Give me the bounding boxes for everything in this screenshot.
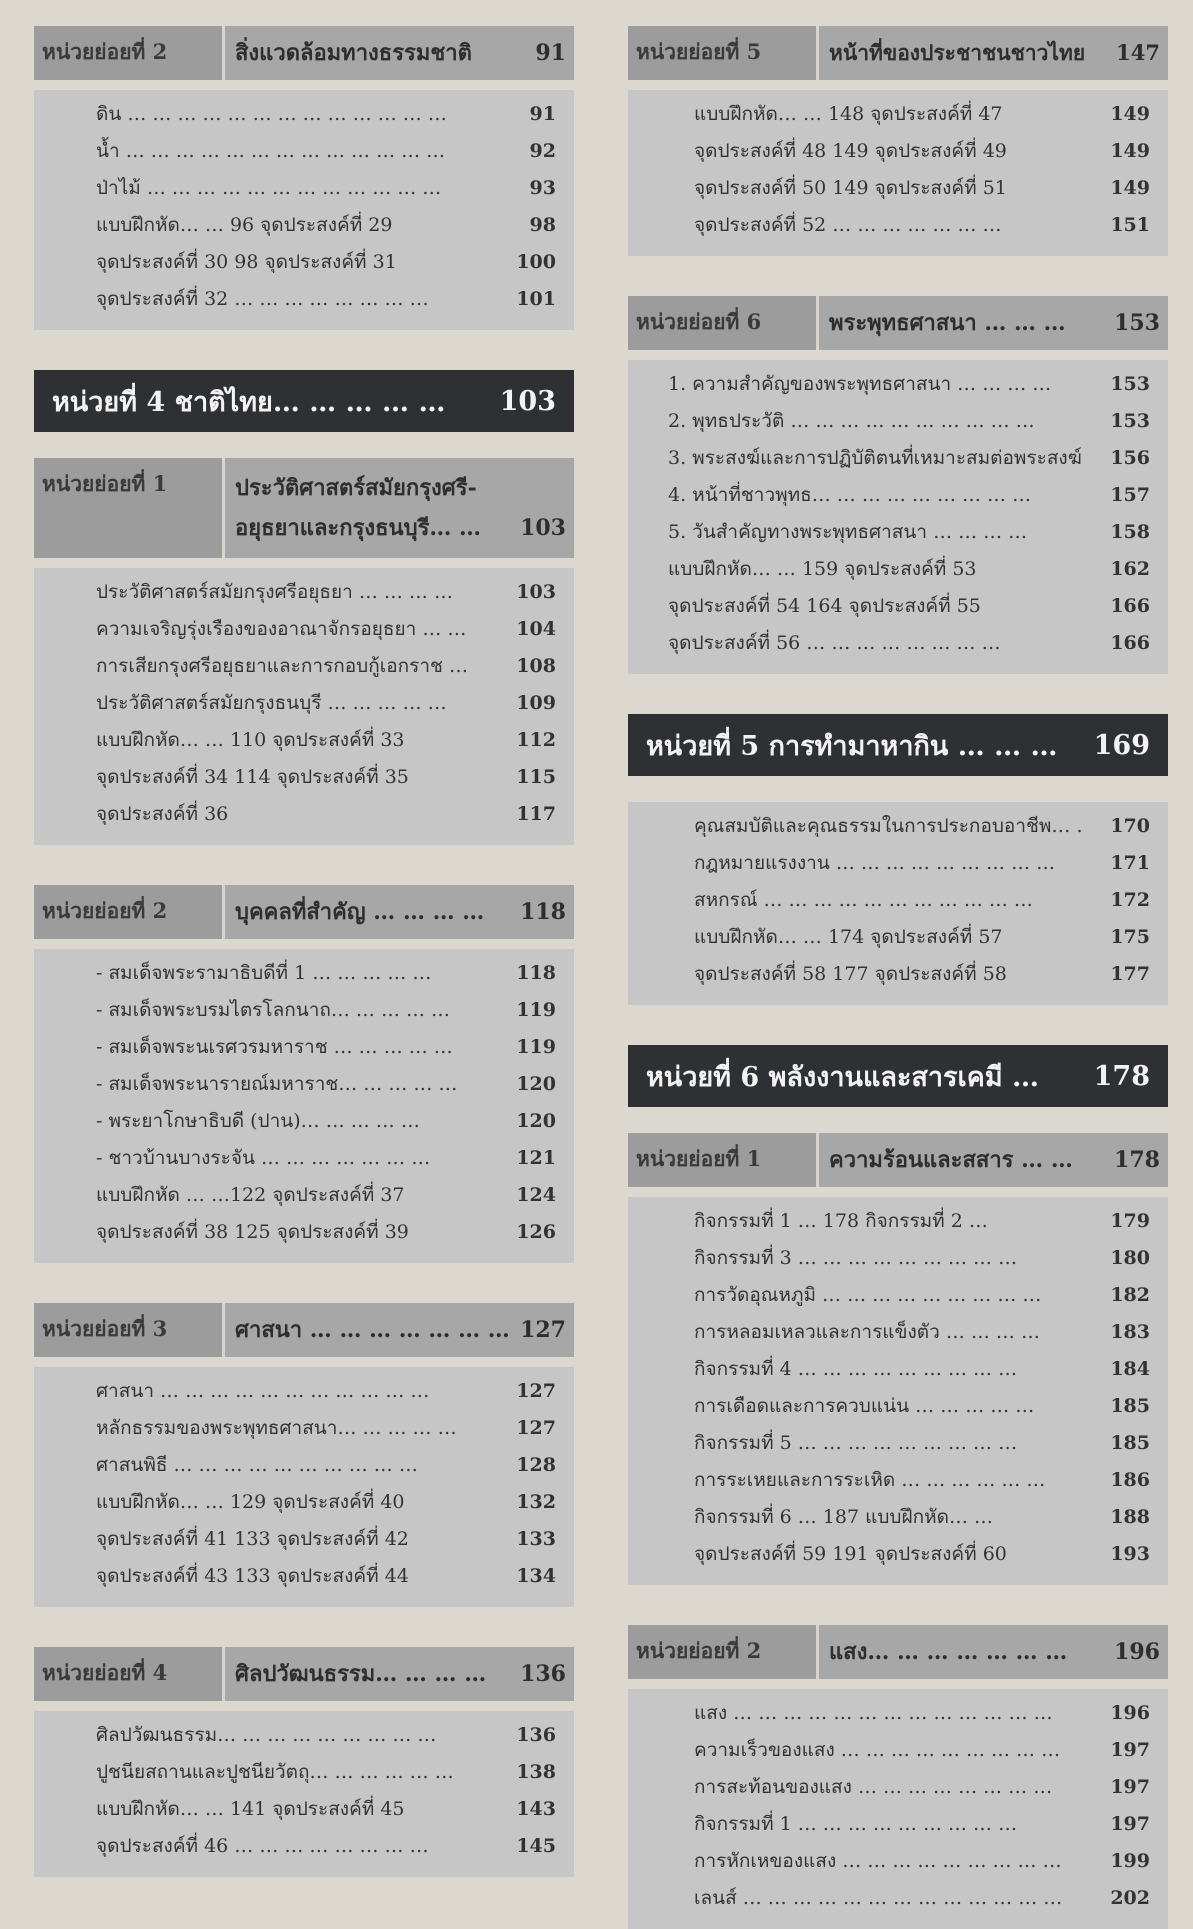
toc-entry	[96, 685, 556, 722]
unit-title: หน่วยที่ 5 การทำมาหากิน … … …	[646, 730, 1058, 762]
toc-entry-text: การสะท้อนของแสง … … … … … … … …	[694, 1776, 1053, 1798]
toc-entry-page: 179	[1110, 1210, 1150, 1232]
section-header	[628, 26, 1168, 80]
toc-entry-text: จุดประสงค์ที่ 50 149 จุดประสงค์ที่ 51	[694, 177, 1007, 199]
toc-entry-page: 162	[1110, 558, 1150, 580]
section-page: 91	[535, 40, 566, 66]
toc-entry-page: 91	[529, 103, 556, 125]
toc-entry-text: 1. ความสำคัญของพระพุทธศาสนา … … … …	[668, 373, 1052, 395]
toc-entry-page: 149	[1110, 140, 1150, 162]
section-header	[628, 296, 1168, 350]
toc-entry-text: แบบฝึกหัด … …122 จุดประสงค์ที่ 37	[96, 1184, 405, 1206]
toc-entry	[96, 1214, 556, 1251]
section-page: 153	[1114, 310, 1160, 336]
toc-entry-page: 185	[1110, 1432, 1150, 1454]
toc-entry-page: 112	[516, 729, 556, 751]
toc-entry	[668, 477, 1150, 514]
section-title	[819, 1625, 1168, 1679]
toc-entry-text: ศาสนา … … … … … … … … … … …	[96, 1380, 430, 1402]
section-page: 136	[520, 1661, 566, 1687]
unit-page: 178	[1093, 1060, 1150, 1092]
toc-entry-text: จุดประสงค์ที่ 43 133 จุดประสงค์ที่ 44	[96, 1565, 409, 1587]
toc-entry-page: 117	[516, 803, 556, 825]
toc-entry	[96, 96, 556, 133]
section-title	[225, 1647, 574, 1701]
toc-entry-text: ประวัติศาสตร์สมัยกรุงธนบุรี … … … … …	[96, 692, 447, 714]
toc-entry	[668, 551, 1150, 588]
toc-entry	[96, 1558, 556, 1595]
toc-entry	[694, 808, 1150, 845]
toc-entry	[694, 1499, 1150, 1536]
toc-entry	[96, 1828, 556, 1865]
section-title-line	[235, 508, 566, 548]
toc-entry-text: จุดประสงค์ที่ 52 … … … … … … …	[694, 214, 1002, 236]
section-title	[819, 296, 1168, 350]
toc-entry-page: 153	[1110, 373, 1150, 395]
toc-entries	[628, 802, 1168, 1005]
toc-entry-page: 119	[516, 999, 556, 1021]
toc-entry-text: - สมเด็จพระนารายณ์มหาราช… … … … …	[96, 1073, 458, 1095]
toc-entry-text: แบบฝึกหัด… … 148 จุดประสงค์ที่ 47	[694, 103, 1003, 125]
toc-entry	[668, 366, 1150, 403]
toc-entry-text: ศาสนพิธี … … … … … … … … … …	[96, 1454, 418, 1476]
section-title-text: อยุธยาและกรุงธนบุรี… …	[235, 515, 482, 541]
section-page: 103	[520, 515, 566, 541]
section-page: 178	[1114, 1147, 1160, 1173]
toc-entry-page: 184	[1110, 1358, 1150, 1380]
toc-entry	[96, 1484, 556, 1521]
toc-entry-page: 126	[516, 1221, 556, 1243]
section-title-line: ประวัติศาสตร์สมัยกรุงศรี-	[235, 475, 477, 501]
toc-entry-text: กิจกรรมที่ 5 … … … … … … … … …	[694, 1432, 1018, 1454]
toc-entry-page: 188	[1110, 1506, 1150, 1528]
toc-entry-text: ศิลปวัฒนธรรม… … … … … … … … …	[96, 1724, 437, 1746]
toc-entry-text: - สมเด็จพระบรมไตรโลกนาถ… … … … …	[96, 999, 451, 1021]
section-title-text: ศิลปวัฒนธรรม… … … …	[235, 1661, 487, 1687]
section-header	[34, 1647, 574, 1701]
toc-entry	[694, 1695, 1150, 1732]
toc-entry	[96, 992, 556, 1029]
toc-entry-page: 115	[516, 766, 556, 788]
toc-entry-page: 186	[1110, 1469, 1150, 1491]
toc-entry-page: 134	[516, 1565, 556, 1587]
toc-entry	[96, 1754, 556, 1791]
toc-entry	[96, 133, 556, 170]
toc-entry-page: 128	[516, 1454, 556, 1476]
toc-entries	[628, 90, 1168, 256]
toc-entry	[96, 796, 556, 833]
toc-entry-text: แบบฝึกหัด… … 129 จุดประสงค์ที่ 40	[96, 1491, 405, 1513]
toc-entry-text: กิจกรรมที่ 1 … … … … … … … … …	[694, 1813, 1018, 1835]
section-label: หน่วยย่อยที่ 5	[628, 26, 819, 80]
toc-entry-page: 136	[516, 1724, 556, 1746]
toc-entry-page: 197	[1110, 1813, 1150, 1835]
toc-entry	[694, 1536, 1150, 1573]
toc-entry-text: 4. หน้าที่ชาวพุทธ… … … … … … … … …	[668, 484, 1032, 506]
toc-entry-page: 138	[516, 1761, 556, 1783]
section-title-text: บุคคลที่สำคัญ … … … …	[235, 899, 485, 925]
toc-entry-text: การเสียกรุงศรีอยุธยาและการกอบกู้เอกราช …	[96, 655, 468, 677]
toc-entry-page: 202	[1110, 1887, 1150, 1909]
toc-entry	[694, 1425, 1150, 1462]
toc-entry-page: 127	[516, 1380, 556, 1402]
toc-entry	[96, 244, 556, 281]
toc-entry-page: 103	[516, 581, 556, 603]
toc-entry-text: จุดประสงค์ที่ 38 125 จุดประสงค์ที่ 39	[96, 1221, 409, 1243]
toc-entry-text: กิจกรรมที่ 4 … … … … … … … … …	[694, 1358, 1018, 1380]
toc-entry-page: 153	[1110, 410, 1150, 432]
toc-entry-text: ความเร็วของแสง … … … … … … … … …	[694, 1739, 1061, 1761]
toc-entry-text: แบบฝึกหัด… … 174 จุดประสงค์ที่ 57	[694, 926, 1003, 948]
section-header	[628, 1133, 1168, 1187]
section-title-text: หน้าที่ของประชาชนชาวไทย	[829, 40, 1086, 65]
toc-entry	[96, 648, 556, 685]
toc-entry-text: ดิน … … … … … … … … … … … … …	[96, 103, 447, 125]
toc-entry-page: 180	[1110, 1247, 1150, 1269]
toc-entry	[96, 1791, 556, 1828]
toc-entry-text: การหลอมเหลวและการแข็งตัว … … … …	[694, 1321, 1040, 1343]
section-title	[225, 1303, 574, 1357]
toc-entry-text: - ชาวบ้านบางระจัน … … … … … … …	[96, 1147, 431, 1169]
unit-header	[628, 1045, 1168, 1107]
section-header	[34, 1303, 574, 1357]
toc-entry	[96, 722, 556, 759]
toc-entry-page: 118	[516, 962, 556, 984]
toc-entry-text: ป่าไม้ … … … … … … … … … … … …	[96, 177, 442, 199]
toc-entry-page: 156	[1110, 447, 1150, 469]
toc-entry	[694, 1240, 1150, 1277]
unit-page: 103	[499, 385, 556, 417]
toc-entry	[96, 1717, 556, 1754]
toc-entry	[96, 1521, 556, 1558]
toc-entry	[96, 574, 556, 611]
toc-entry	[96, 759, 556, 796]
section-title	[225, 885, 574, 939]
toc-entry-text: เลนส์ … … … … … … … … … … … … …	[694, 1887, 1063, 1909]
toc-entries	[34, 949, 574, 1263]
toc-entry-page: 151	[1110, 214, 1150, 236]
unit-header	[628, 714, 1168, 776]
toc-entry	[96, 1103, 556, 1140]
toc-entry-page: 197	[1110, 1739, 1150, 1761]
toc-entry	[694, 170, 1150, 207]
toc-entry-text: จุดประสงค์ที่ 59 191 จุดประสงค์ที่ 60	[694, 1543, 1007, 1565]
toc-entry	[96, 1410, 556, 1447]
toc-entry-text: การวัดอุณหภูมิ … … … … … … … … …	[694, 1284, 1042, 1306]
toc-entry-page: 199	[1110, 1850, 1150, 1872]
toc-entry-text: ความเจริญรุ่งเรืองของอาณาจักรอยุธยา … …	[96, 618, 467, 640]
section-title	[819, 26, 1168, 80]
left-column	[34, 26, 574, 1877]
unit-title: หน่วยที่ 6 พลังงานและสารเคมี …	[646, 1061, 1040, 1093]
toc-entry-page: 124	[516, 1184, 556, 1206]
toc-entry-text: แบบฝึกหัด… … 141 จุดประสงค์ที่ 45	[96, 1798, 405, 1820]
toc-entry-page: 93	[529, 177, 556, 199]
toc-entry	[694, 1203, 1150, 1240]
toc-entry-text: 2. พุทธประวัติ … … … … … … … … … …	[668, 410, 1035, 432]
toc-entry	[694, 1843, 1150, 1880]
toc-entry	[96, 170, 556, 207]
toc-entry-text: ปูชนียสถานและปูชนียวัตถุ… … … … … …	[96, 1761, 454, 1783]
toc-entry	[96, 207, 556, 244]
toc-entry-page: 172	[1110, 889, 1150, 911]
toc-entry-page: 158	[1110, 521, 1150, 543]
section-title-text: ศาสนา … … … … … … …	[235, 1317, 510, 1343]
toc-entry-page: 171	[1110, 852, 1150, 874]
section-header	[34, 26, 574, 80]
toc-entry-page: 193	[1110, 1543, 1150, 1565]
toc-entry-page: 149	[1110, 103, 1150, 125]
toc-entry-text: จุดประสงค์ที่ 36	[96, 803, 229, 825]
toc-entry	[694, 1806, 1150, 1843]
section-title-text: แสง… … … … … … …	[829, 1639, 1068, 1665]
toc-entry-page: 98	[529, 214, 556, 236]
toc-entry-text: น้ำ … … … … … … … … … … … … …	[96, 140, 446, 162]
toc-entry-page: 132	[516, 1491, 556, 1513]
toc-entry	[694, 845, 1150, 882]
toc-entry	[694, 207, 1150, 244]
toc-entry-text: จุดประสงค์ที่ 58 177 จุดประสงค์ที่ 58	[694, 963, 1007, 985]
toc-entry	[694, 133, 1150, 170]
toc-entry-text: 5. วันสำคัญทางพระพุทธศาสนา … … … …	[668, 521, 1028, 543]
toc-entry	[96, 1447, 556, 1484]
toc-entry-page: 119	[516, 1036, 556, 1058]
unit-title: หน่วยที่ 4 ชาติไทย… … … … …	[52, 386, 446, 418]
toc-entry-page: 183	[1110, 1321, 1150, 1343]
toc-entries	[34, 1367, 574, 1607]
toc-entry-page: 133	[516, 1528, 556, 1550]
section-label: หน่วยย่อยที่ 4	[34, 1647, 225, 1701]
toc-entry-page: 92	[529, 140, 556, 162]
section-page: 127	[520, 1317, 566, 1343]
toc-entry-text: กิจกรรมที่ 3 … … … … … … … … …	[694, 1247, 1018, 1269]
toc-entry	[96, 1373, 556, 1410]
toc-entry-page: 100	[516, 251, 556, 273]
section-label: หน่วยย่อยที่ 1	[34, 458, 225, 558]
section-page: 118	[520, 899, 566, 925]
toc-entry-page: 175	[1110, 926, 1150, 948]
toc-entry	[694, 1277, 1150, 1314]
toc-entry-page: 101	[516, 288, 556, 310]
toc-entry	[694, 882, 1150, 919]
toc-entry	[668, 403, 1150, 440]
toc-entry-text: คุณสมบัติและคุณธรรมในการประกอบอาชีพ… .	[694, 815, 1083, 837]
toc-entry-page: 120	[516, 1110, 556, 1132]
toc-entry-text: แบบฝึกหัด… … 96 จุดประสงค์ที่ 29	[96, 214, 393, 236]
toc-entry-text: จุดประสงค์ที่ 32 … … … … … … … …	[96, 288, 429, 310]
toc-entry-text: แบบฝึกหัด… … 159 จุดประสงค์ที่ 53	[668, 558, 977, 580]
right-column	[628, 26, 1168, 1929]
toc-entry-page: 166	[1110, 632, 1150, 654]
toc-entry	[96, 955, 556, 992]
unit-page: 169	[1093, 729, 1150, 761]
toc-entry-page: 145	[516, 1835, 556, 1857]
toc-entry-text: การเดือดและการควบแน่น … … … … …	[694, 1395, 1035, 1417]
toc-entry	[668, 440, 1150, 477]
toc-entry	[96, 1066, 556, 1103]
section-header	[34, 885, 574, 939]
toc-entry-text: จุดประสงค์ที่ 46 … … … … … … … …	[96, 1835, 429, 1857]
toc-entry	[694, 1351, 1150, 1388]
section-header	[628, 1625, 1168, 1679]
toc-entry-page: 170	[1110, 815, 1150, 837]
section-label: หน่วยย่อยที่ 2	[34, 26, 225, 80]
toc-entry-text: การหักเหของแสง … … … … … … … … …	[694, 1850, 1062, 1872]
toc-entry-page: 185	[1110, 1395, 1150, 1417]
toc-entry-text: จุดประสงค์ที่ 41 133 จุดประสงค์ที่ 42	[96, 1528, 409, 1550]
section-title	[819, 1133, 1168, 1187]
toc-entry-text: - สมเด็จพระนเรศวรมหาราช … … … … …	[96, 1036, 453, 1058]
toc-entries	[628, 1689, 1168, 1929]
toc-entry-text: การระเหยและการระเหิด … … … … … …	[694, 1469, 1046, 1491]
toc-entry-text: - สมเด็จพระรามาธิบดีที่ 1 … … … … …	[96, 962, 432, 984]
toc-entry-page: 182	[1110, 1284, 1150, 1306]
toc-entry-text: แบบฝึกหัด… … 110 จุดประสงค์ที่ 33	[96, 729, 405, 751]
toc-entry-page: 166	[1110, 595, 1150, 617]
toc-entry-text: กิจกรรมที่ 1 … 178 กิจกรรมที่ 2 …	[694, 1210, 988, 1232]
toc-entries	[34, 568, 574, 845]
toc-entry	[668, 588, 1150, 625]
section-label: หน่วยย่อยที่ 6	[628, 296, 819, 350]
section-label: หน่วยย่อยที่ 3	[34, 1303, 225, 1357]
toc-entry-page: 108	[516, 655, 556, 677]
section-title	[225, 458, 574, 558]
toc-entry-text: หลักธรรมของพระพุทธศาสนา… … … … …	[96, 1417, 457, 1439]
toc-entries	[34, 1711, 574, 1877]
toc-entries	[628, 1197, 1168, 1585]
section-header	[34, 458, 574, 558]
toc-entry-text: จุดประสงค์ที่ 56 … … … … … … … …	[668, 632, 1001, 654]
toc-entry	[694, 1880, 1150, 1917]
section-title-text: ความร้อนและสสาร … …	[829, 1147, 1073, 1173]
toc-entry-text: จุดประสงค์ที่ 54 164 จุดประสงค์ที่ 55	[668, 595, 981, 617]
toc-entry	[96, 281, 556, 318]
toc-entry-text: กฎหมายแรงงาน … … … … … … … … …	[694, 852, 1056, 874]
toc-entry-page: 109	[516, 692, 556, 714]
toc-entry	[96, 611, 556, 648]
section-title-text: สิ่งแวดล้อมทางธรรมชาติ	[235, 40, 472, 66]
toc-entry-page: 177	[1110, 963, 1150, 985]
section-label: หน่วยย่อยที่ 2	[628, 1625, 819, 1679]
toc-entry-text: จุดประสงค์ที่ 48 149 จุดประสงค์ที่ 49	[694, 140, 1007, 162]
toc-entry-text: จุดประสงค์ที่ 34 114 จุดประสงค์ที่ 35	[96, 766, 409, 788]
section-label: หน่วยย่อยที่ 2	[34, 885, 225, 939]
unit-header	[34, 370, 574, 432]
toc-entries	[34, 90, 574, 330]
toc-entry	[694, 919, 1150, 956]
toc-entry-page: 143	[516, 1798, 556, 1820]
toc-entry-page: 197	[1110, 1776, 1150, 1798]
toc-entry-page: 120	[516, 1073, 556, 1095]
toc-entry-text: แสง … … … … … … … … … … … … …	[694, 1702, 1053, 1724]
toc-entry-page: 157	[1110, 484, 1150, 506]
toc-entry	[694, 956, 1150, 993]
toc-entry	[668, 514, 1150, 551]
section-title-text: พระพุทธศาสนา … … …	[829, 310, 1066, 336]
toc-entry-page: 121	[516, 1147, 556, 1169]
toc-entry	[96, 1140, 556, 1177]
toc-entry-page: 196	[1110, 1702, 1150, 1724]
toc-entry	[694, 1732, 1150, 1769]
toc-entry-page: 127	[516, 1417, 556, 1439]
section-label: หน่วยย่อยที่ 1	[628, 1133, 819, 1187]
toc-entry	[96, 1029, 556, 1066]
toc-entry-text: 3. พระสงฆ์และการปฏิบัติตนที่เหมาะสมต่อพระสงฆ์	[668, 447, 1082, 469]
section-title	[225, 26, 574, 80]
toc-entry	[694, 1462, 1150, 1499]
toc-entry-text: สหกรณ์ … … … … … … … … … … …	[694, 889, 1033, 911]
toc-entries	[628, 360, 1168, 674]
section-page: 147	[1116, 40, 1160, 65]
toc-entry	[694, 1769, 1150, 1806]
toc-entry	[694, 1314, 1150, 1351]
toc-entry-page: 104	[516, 618, 556, 640]
toc-entry	[96, 1177, 556, 1214]
toc-entry	[694, 96, 1150, 133]
toc-entry-text: ประวัติศาสตร์สมัยกรุงศรีอยุธยา … … … …	[96, 581, 453, 603]
section-page: 196	[1114, 1639, 1160, 1665]
toc-entry-text: จุดประสงค์ที่ 30 98 จุดประสงค์ที่ 31	[96, 251, 397, 273]
toc-entry-text: - พระยาโกษาธิบดี (ปาน)… … … … …	[96, 1110, 420, 1132]
toc-entry	[668, 625, 1150, 662]
toc-entry	[694, 1388, 1150, 1425]
toc-entry-page: 149	[1110, 177, 1150, 199]
toc-entry-text: กิจกรรมที่ 6 … 187 แบบฝึกหัด… …	[694, 1506, 994, 1528]
